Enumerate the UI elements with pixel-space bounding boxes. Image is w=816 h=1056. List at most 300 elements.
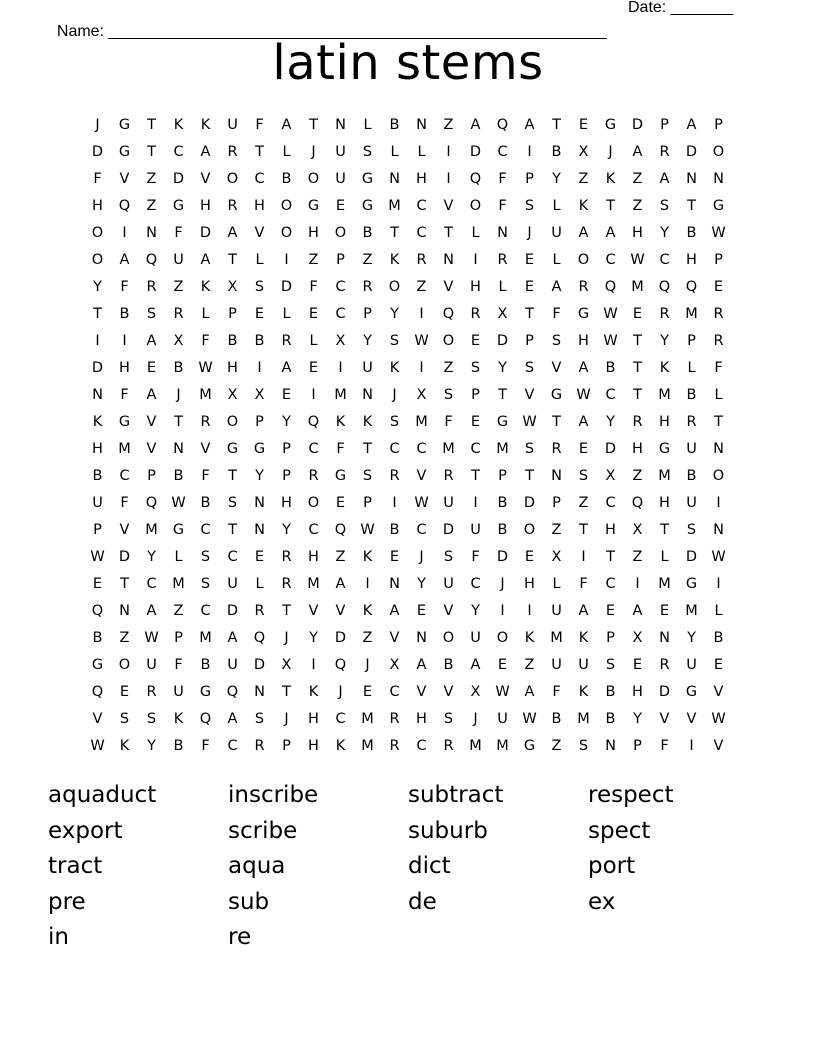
grid-letter[interactable]: Z: [119, 630, 130, 646]
grid-letter[interactable]: K: [362, 603, 373, 619]
grid-letter[interactable]: X: [605, 468, 616, 484]
grid-letter[interactable]: Y: [417, 576, 426, 592]
grid-letter[interactable]: Q: [496, 117, 509, 133]
grid-letter[interactable]: A: [119, 252, 130, 268]
grid-letter[interactable]: Q: [226, 684, 239, 700]
grid-letter[interactable]: X: [173, 333, 184, 349]
grid-letter[interactable]: L: [552, 252, 561, 268]
grid-letter[interactable]: M: [685, 306, 698, 322]
grid-letter[interactable]: C: [173, 144, 184, 160]
grid-letter[interactable]: B: [686, 387, 697, 403]
grid-letter[interactable]: G: [604, 117, 617, 133]
grid-letter[interactable]: G: [226, 441, 239, 457]
grid-letter[interactable]: W: [198, 360, 213, 376]
grid-letter[interactable]: T: [606, 198, 615, 214]
grid-letter[interactable]: H: [254, 198, 265, 214]
grid-letter[interactable]: A: [227, 225, 238, 241]
grid-letter[interactable]: I: [500, 603, 505, 619]
grid-letter[interactable]: R: [632, 414, 643, 430]
grid-letter[interactable]: D: [226, 603, 239, 619]
grid-letter[interactable]: P: [498, 468, 507, 484]
grid-letter[interactable]: P: [363, 306, 372, 322]
grid-letter[interactable]: E: [362, 684, 373, 700]
grid-letter[interactable]: Z: [632, 549, 643, 565]
grid-letter[interactable]: A: [227, 630, 238, 646]
grid-letter[interactable]: U: [686, 441, 697, 457]
grid-letter[interactable]: R: [497, 252, 508, 268]
grid-letter[interactable]: L: [201, 306, 210, 322]
grid-letter[interactable]: G: [118, 144, 131, 160]
grid-letter[interactable]: R: [659, 657, 670, 673]
grid-letter[interactable]: X: [227, 279, 238, 295]
grid-letter[interactable]: H: [92, 198, 103, 214]
grid-letter[interactable]: N: [443, 252, 454, 268]
grid-letter[interactable]: S: [146, 711, 157, 727]
grid-letter[interactable]: U: [173, 252, 184, 268]
grid-letter[interactable]: F: [120, 279, 129, 295]
grid-letter[interactable]: N: [416, 630, 427, 646]
grid-letter[interactable]: C: [389, 684, 400, 700]
grid-letter[interactable]: O: [280, 225, 293, 241]
grid-letter[interactable]: Q: [631, 495, 644, 511]
grid-letter[interactable]: H: [416, 171, 427, 187]
grid-letter[interactable]: S: [362, 468, 373, 484]
grid-letter[interactable]: T: [228, 252, 237, 268]
grid-letter[interactable]: J: [392, 387, 397, 403]
grid-letter[interactable]: V: [146, 414, 157, 430]
grid-letter[interactable]: K: [362, 549, 373, 565]
grid-letter[interactable]: T: [174, 414, 183, 430]
grid-letter[interactable]: F: [660, 738, 669, 754]
grid-letter[interactable]: C: [659, 252, 670, 268]
grid-letter[interactable]: A: [686, 117, 697, 133]
grid-letter[interactable]: M: [361, 738, 374, 754]
grid-letter[interactable]: S: [200, 549, 211, 565]
grid-letter[interactable]: Q: [334, 657, 347, 673]
grid-letter[interactable]: R: [551, 441, 562, 457]
grid-letter[interactable]: X: [470, 684, 481, 700]
grid-letter[interactable]: N: [335, 117, 346, 133]
grid-letter[interactable]: E: [578, 441, 589, 457]
grid-letter[interactable]: B: [389, 117, 400, 133]
grid-letter[interactable]: P: [633, 738, 642, 754]
grid-letter[interactable]: K: [659, 360, 670, 376]
grid-letter[interactable]: W: [603, 306, 618, 322]
grid-letter[interactable]: W: [171, 495, 186, 511]
grid-letter[interactable]: H: [308, 225, 319, 241]
grid-letter[interactable]: S: [578, 738, 589, 754]
grid-letter[interactable]: T: [255, 144, 264, 160]
grid-letter[interactable]: L: [714, 603, 723, 619]
grid-letter[interactable]: G: [658, 441, 671, 457]
grid-letter[interactable]: G: [334, 468, 347, 484]
grid-letter[interactable]: P: [606, 630, 615, 646]
grid-letter[interactable]: T: [498, 387, 507, 403]
grid-letter[interactable]: Y: [471, 603, 480, 619]
grid-letter[interactable]: T: [444, 225, 453, 241]
grid-letter[interactable]: C: [470, 441, 481, 457]
grid-letter[interactable]: H: [686, 252, 697, 268]
grid-letter[interactable]: F: [498, 198, 507, 214]
grid-letter[interactable]: V: [200, 441, 211, 457]
grid-letter[interactable]: V: [686, 711, 697, 727]
grid-letter[interactable]: B: [605, 684, 616, 700]
grid-letter[interactable]: P: [525, 333, 534, 349]
grid-letter[interactable]: A: [389, 603, 400, 619]
grid-letter[interactable]: Y: [660, 225, 669, 241]
grid-letter[interactable]: T: [471, 468, 480, 484]
grid-letter[interactable]: H: [227, 360, 238, 376]
grid-letter[interactable]: N: [146, 225, 157, 241]
grid-letter[interactable]: M: [685, 603, 698, 619]
grid-letter[interactable]: R: [200, 414, 211, 430]
grid-letter[interactable]: U: [92, 495, 103, 511]
grid-letter[interactable]: S: [659, 198, 670, 214]
grid-letter[interactable]: B: [551, 144, 562, 160]
grid-letter[interactable]: C: [605, 495, 616, 511]
grid-letter[interactable]: N: [416, 117, 427, 133]
grid-letter[interactable]: T: [525, 306, 534, 322]
grid-letter[interactable]: O: [442, 333, 455, 349]
grid-letter[interactable]: C: [227, 549, 238, 565]
grid-letter[interactable]: A: [578, 414, 589, 430]
grid-letter[interactable]: E: [524, 252, 535, 268]
grid-letter[interactable]: A: [200, 144, 211, 160]
grid-letter[interactable]: G: [577, 306, 590, 322]
grid-letter[interactable]: N: [92, 387, 103, 403]
grid-letter[interactable]: J: [500, 576, 505, 592]
grid-letter[interactable]: K: [119, 738, 130, 754]
grid-letter[interactable]: R: [254, 603, 265, 619]
grid-letter[interactable]: N: [551, 468, 562, 484]
grid-letter[interactable]: B: [92, 468, 103, 484]
grid-letter[interactable]: R: [389, 468, 400, 484]
grid-letter[interactable]: O: [388, 279, 401, 295]
grid-letter[interactable]: H: [92, 441, 103, 457]
grid-letter[interactable]: B: [254, 333, 265, 349]
grid-letter[interactable]: V: [146, 441, 157, 457]
grid-letter[interactable]: E: [119, 684, 130, 700]
grid-letter[interactable]: U: [686, 657, 697, 673]
grid-letter[interactable]: A: [632, 144, 643, 160]
grid-letter[interactable]: I: [716, 576, 721, 592]
grid-letter[interactable]: E: [308, 306, 319, 322]
grid-letter[interactable]: Q: [253, 630, 266, 646]
grid-letter[interactable]: X: [497, 306, 508, 322]
grid-letter[interactable]: N: [605, 738, 616, 754]
grid-letter[interactable]: J: [176, 387, 181, 403]
grid-letter[interactable]: K: [200, 279, 211, 295]
grid-letter[interactable]: I: [716, 495, 721, 511]
grid-letter[interactable]: Q: [91, 684, 104, 700]
grid-letter[interactable]: O: [226, 171, 239, 187]
grid-letter[interactable]: T: [363, 441, 372, 457]
grid-letter[interactable]: E: [713, 657, 724, 673]
grid-letter[interactable]: F: [498, 171, 507, 187]
grid-letter[interactable]: H: [659, 495, 670, 511]
grid-letter[interactable]: B: [497, 495, 508, 511]
grid-letter[interactable]: B: [200, 657, 211, 673]
grid-letter[interactable]: O: [577, 252, 590, 268]
grid-letter[interactable]: I: [419, 360, 424, 376]
grid-letter[interactable]: E: [254, 549, 265, 565]
grid-letter[interactable]: F: [93, 171, 102, 187]
grid-letter[interactable]: B: [605, 360, 616, 376]
grid-letter[interactable]: Z: [632, 198, 643, 214]
grid-letter[interactable]: V: [551, 360, 562, 376]
grid-letter[interactable]: Y: [687, 630, 696, 646]
grid-letter[interactable]: M: [577, 711, 590, 727]
grid-letter[interactable]: E: [281, 387, 292, 403]
grid-letter[interactable]: A: [146, 387, 157, 403]
grid-letter[interactable]: L: [282, 144, 291, 160]
grid-letter[interactable]: H: [281, 495, 292, 511]
grid-letter[interactable]: P: [282, 738, 291, 754]
grid-letter[interactable]: L: [552, 198, 561, 214]
grid-letter[interactable]: H: [308, 738, 319, 754]
grid-letter[interactable]: E: [524, 279, 535, 295]
grid-letter[interactable]: P: [363, 495, 372, 511]
grid-letter[interactable]: F: [174, 225, 183, 241]
grid-letter[interactable]: Z: [416, 279, 427, 295]
grid-letter[interactable]: E: [389, 549, 400, 565]
grid-letter[interactable]: O: [496, 630, 509, 646]
grid-letter[interactable]: R: [443, 738, 454, 754]
grid-letter[interactable]: F: [201, 468, 210, 484]
grid-letter[interactable]: Y: [606, 414, 615, 430]
grid-letter[interactable]: G: [685, 684, 698, 700]
grid-letter[interactable]: Q: [334, 522, 347, 538]
grid-letter[interactable]: F: [201, 333, 210, 349]
grid-letter[interactable]: F: [579, 576, 588, 592]
grid-letter[interactable]: M: [658, 387, 671, 403]
grid-letter[interactable]: A: [524, 117, 535, 133]
grid-letter[interactable]: G: [685, 576, 698, 592]
grid-letter[interactable]: V: [200, 171, 211, 187]
grid-letter[interactable]: D: [685, 549, 698, 565]
grid-letter[interactable]: P: [174, 630, 183, 646]
grid-letter[interactable]: P: [687, 333, 696, 349]
grid-letter[interactable]: D: [91, 360, 104, 376]
grid-letter[interactable]: E: [146, 360, 157, 376]
grid-letter[interactable]: H: [308, 549, 319, 565]
grid-letter[interactable]: S: [524, 441, 535, 457]
grid-letter[interactable]: G: [712, 198, 725, 214]
grid-letter[interactable]: A: [659, 171, 670, 187]
grid-letter[interactable]: X: [551, 549, 562, 565]
grid-letter[interactable]: T: [228, 522, 237, 538]
grid-letter[interactable]: T: [120, 576, 129, 592]
grid-letter[interactable]: L: [390, 144, 399, 160]
grid-letter[interactable]: A: [524, 684, 535, 700]
grid-letter[interactable]: I: [473, 252, 478, 268]
grid-letter[interactable]: M: [172, 576, 185, 592]
grid-letter[interactable]: R: [281, 549, 292, 565]
grid-letter[interactable]: W: [576, 387, 591, 403]
grid-letter[interactable]: M: [199, 387, 212, 403]
grid-letter[interactable]: R: [470, 306, 481, 322]
grid-letter[interactable]: A: [470, 657, 481, 673]
grid-letter[interactable]: N: [497, 225, 508, 241]
grid-letter[interactable]: F: [309, 279, 318, 295]
grid-letter[interactable]: N: [389, 171, 400, 187]
grid-letter[interactable]: M: [658, 468, 671, 484]
grid-letter[interactable]: N: [173, 441, 184, 457]
grid-letter[interactable]: S: [227, 495, 238, 511]
grid-letter[interactable]: R: [659, 306, 670, 322]
grid-letter[interactable]: C: [335, 711, 346, 727]
date-field[interactable]: Date: _______: [628, 0, 733, 16]
grid-letter[interactable]: D: [496, 333, 509, 349]
grid-letter[interactable]: S: [200, 576, 211, 592]
grid-letter[interactable]: M: [469, 738, 482, 754]
grid-letter[interactable]: N: [254, 684, 265, 700]
grid-letter[interactable]: V: [659, 711, 670, 727]
grid-letter[interactable]: I: [581, 549, 586, 565]
grid-letter[interactable]: E: [578, 117, 589, 133]
grid-letter[interactable]: O: [712, 468, 725, 484]
grid-letter[interactable]: Q: [118, 198, 131, 214]
grid-letter[interactable]: E: [605, 603, 616, 619]
grid-letter[interactable]: T: [633, 360, 642, 376]
grid-letter[interactable]: T: [282, 684, 291, 700]
grid-letter[interactable]: A: [227, 711, 238, 727]
grid-letter[interactable]: P: [552, 495, 561, 511]
grid-letter[interactable]: S: [254, 711, 265, 727]
grid-letter[interactable]: H: [119, 360, 130, 376]
grid-letter[interactable]: R: [227, 144, 238, 160]
grid-letter[interactable]: B: [119, 306, 130, 322]
grid-letter[interactable]: J: [284, 630, 289, 646]
grid-letter[interactable]: E: [659, 603, 670, 619]
grid-letter[interactable]: E: [335, 495, 346, 511]
grid-letter[interactable]: D: [253, 657, 266, 673]
grid-letter[interactable]: O: [334, 225, 347, 241]
grid-letter[interactable]: E: [92, 576, 103, 592]
grid-letter[interactable]: G: [253, 441, 266, 457]
grid-letter[interactable]: R: [173, 306, 184, 322]
grid-letter[interactable]: T: [552, 414, 561, 430]
grid-letter[interactable]: V: [254, 225, 265, 241]
grid-letter[interactable]: I: [446, 144, 451, 160]
grid-letter[interactable]: Y: [93, 279, 102, 295]
grid-letter[interactable]: Q: [199, 711, 212, 727]
grid-letter[interactable]: R: [416, 252, 427, 268]
grid-letter[interactable]: W: [144, 630, 159, 646]
grid-letter[interactable]: B: [362, 225, 373, 241]
grid-letter[interactable]: I: [689, 738, 694, 754]
grid-letter[interactable]: B: [173, 360, 184, 376]
grid-letter[interactable]: B: [281, 171, 292, 187]
grid-letter[interactable]: U: [146, 657, 157, 673]
grid-letter[interactable]: X: [578, 144, 589, 160]
grid-letter[interactable]: Z: [335, 549, 346, 565]
grid-letter[interactable]: C: [605, 576, 616, 592]
grid-letter[interactable]: M: [334, 387, 347, 403]
grid-letter[interactable]: W: [603, 333, 618, 349]
grid-letter[interactable]: Z: [632, 468, 643, 484]
grid-letter[interactable]: Q: [91, 603, 104, 619]
grid-letter[interactable]: S: [578, 468, 589, 484]
grid-letter[interactable]: G: [361, 171, 374, 187]
grid-letter[interactable]: C: [335, 306, 346, 322]
grid-letter[interactable]: G: [91, 657, 104, 673]
grid-letter[interactable]: G: [496, 414, 509, 430]
grid-letter[interactable]: Q: [145, 495, 158, 511]
grid-letter[interactable]: N: [659, 630, 670, 646]
grid-letter[interactable]: V: [335, 603, 346, 619]
grid-letter[interactable]: L: [471, 225, 480, 241]
grid-letter[interactable]: F: [552, 306, 561, 322]
grid-letter[interactable]: Y: [498, 360, 507, 376]
grid-letter[interactable]: S: [254, 279, 265, 295]
grid-letter[interactable]: N: [713, 522, 724, 538]
grid-letter[interactable]: P: [714, 117, 723, 133]
grid-letter[interactable]: D: [172, 171, 185, 187]
grid-letter[interactable]: T: [93, 306, 102, 322]
grid-letter[interactable]: N: [713, 171, 724, 187]
grid-letter[interactable]: K: [92, 414, 103, 430]
grid-letter[interactable]: O: [280, 198, 293, 214]
grid-letter[interactable]: Z: [362, 630, 373, 646]
grid-letter[interactable]: D: [523, 495, 536, 511]
grid-letter[interactable]: V: [119, 522, 130, 538]
grid-letter[interactable]: H: [659, 414, 670, 430]
grid-letter[interactable]: J: [419, 549, 424, 565]
grid-letter[interactable]: B: [686, 468, 697, 484]
grid-letter[interactable]: T: [525, 468, 534, 484]
grid-letter[interactable]: Z: [173, 603, 184, 619]
grid-letter[interactable]: Y: [147, 738, 156, 754]
grid-letter[interactable]: I: [527, 603, 532, 619]
grid-letter[interactable]: P: [282, 468, 291, 484]
grid-letter[interactable]: S: [470, 360, 481, 376]
grid-letter[interactable]: N: [686, 171, 697, 187]
grid-letter[interactable]: U: [470, 630, 481, 646]
grid-letter[interactable]: U: [551, 225, 562, 241]
grid-letter[interactable]: E: [416, 603, 427, 619]
grid-letter[interactable]: X: [281, 657, 292, 673]
grid-letter[interactable]: S: [362, 144, 373, 160]
grid-letter[interactable]: Z: [551, 738, 562, 754]
grid-letter[interactable]: Z: [308, 252, 319, 268]
grid-letter[interactable]: W: [522, 711, 537, 727]
grid-letter[interactable]: D: [469, 144, 482, 160]
grid-letter[interactable]: C: [416, 198, 427, 214]
grid-letter[interactable]: E: [254, 306, 265, 322]
grid-letter[interactable]: R: [362, 279, 373, 295]
grid-letter[interactable]: K: [524, 630, 535, 646]
grid-letter[interactable]: D: [334, 630, 347, 646]
grid-letter[interactable]: V: [119, 171, 130, 187]
grid-letter[interactable]: A: [605, 225, 616, 241]
grid-letter[interactable]: J: [338, 684, 343, 700]
grid-letter[interactable]: R: [443, 468, 454, 484]
grid-letter[interactable]: A: [470, 117, 481, 133]
grid-letter[interactable]: E: [632, 306, 643, 322]
grid-letter[interactable]: X: [416, 387, 427, 403]
grid-letter[interactable]: R: [227, 198, 238, 214]
grid-letter[interactable]: U: [686, 495, 697, 511]
grid-letter[interactable]: B: [551, 711, 562, 727]
grid-letter[interactable]: D: [685, 144, 698, 160]
grid-letter[interactable]: R: [713, 333, 724, 349]
grid-letter[interactable]: W: [90, 738, 105, 754]
grid-letter[interactable]: J: [527, 225, 532, 241]
grid-letter[interactable]: P: [228, 306, 237, 322]
grid-letter[interactable]: H: [578, 333, 589, 349]
grid-letter[interactable]: F: [552, 684, 561, 700]
